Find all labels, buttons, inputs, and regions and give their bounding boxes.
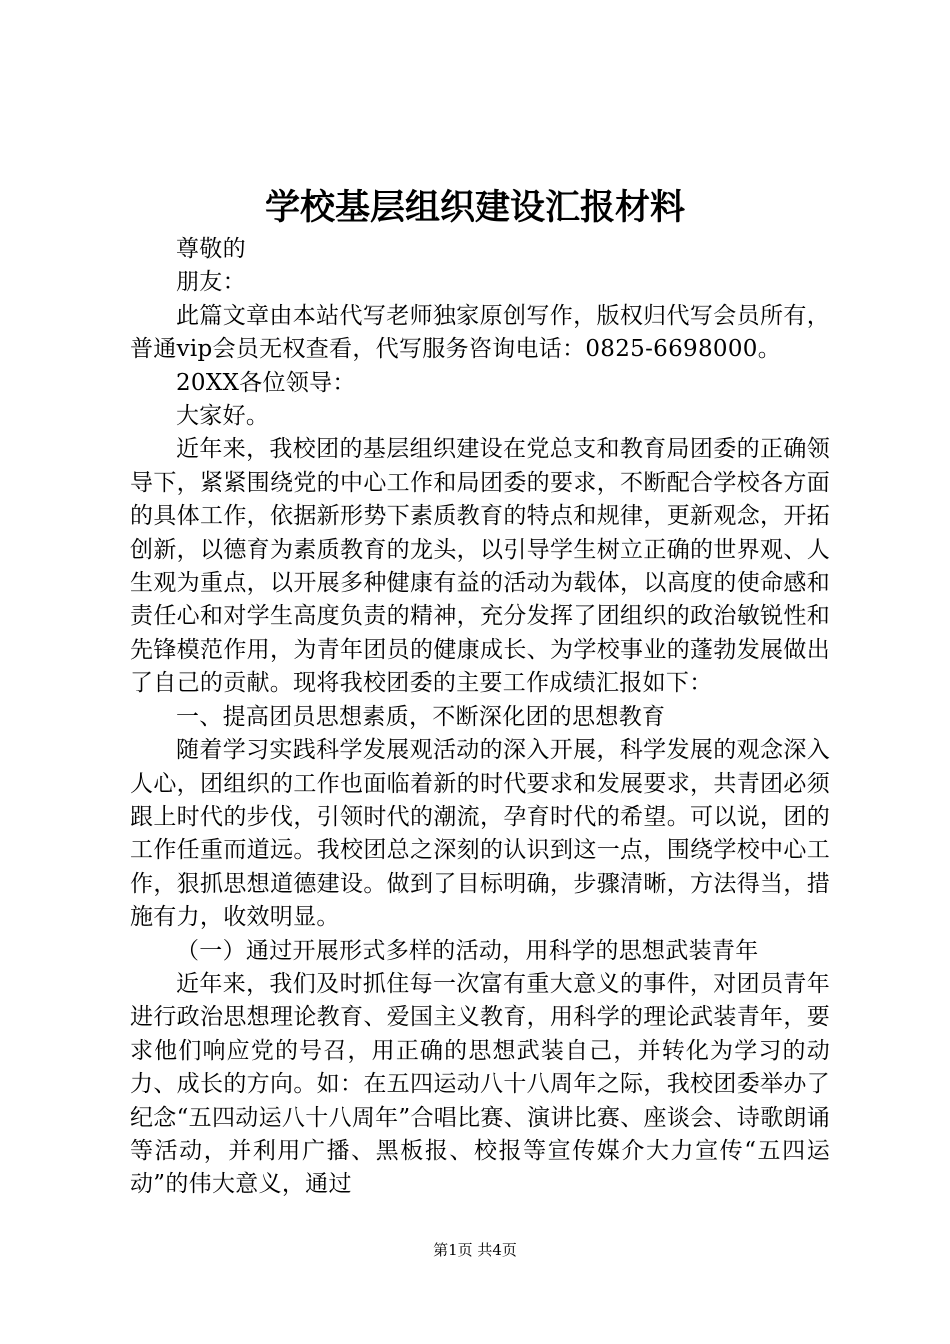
salutation-line-2: 朋友： [176,269,246,296]
copyright-notice: 此篇文章由本站代写老师独家原创写作，版权归代写会员所有，普通vip会员无权查看，代写服务咨询电话：0825-6698000。 [130,302,830,363]
greeting-leaders: 20XX各位领导： [176,369,356,396]
page-footer: 第1页 共4页 [433,1241,517,1259]
document-body [130,233,830,1202]
document-title: 学校基层组织建设汇报材料 [264,187,685,228]
section-heading-1: 一、提高团员思想素质，不断深化团的思想教育 [176,703,666,730]
salutation-line-1: 尊敬的 [176,236,246,262]
intro-paragraph: 近年来，我校团的基层组织建设在党总支和教育局团委的正确领导下，紧紧围绕党的中心工作和局团委的要求，不断配合学校各方面的具体工作，依据新形势下素质教育的特点和规律，更新观念，开拓创新，以德育为素质教育的龙头，以引导学生树立正确的世界观、人生观为重点，以开展多种健康有益的活动为载体，以高度的使命感和责任心和对学生高度负责的精神，充分发挥了团组织的政治敏锐性和先锋模范作用，为青年团员的健康成长、为学校事业的蓬勃发展做出了自己的贡献。现将我校团委的主要工作成绩汇报如下： [130,436,830,697]
subsection-heading-1: （一）通过开展形式多样的活动，用科学的思想武装青年 [176,937,759,964]
section-1-paragraph: 随着学习实践科学发展观活动的深入开展，科学发展的观念深入人心，团组织的工作也面临着新的时代要求和发展要求，共青团必须跟上时代的步伐，引领时代的潮流，孕育时代的希望。可以说，团的工作任重而道远。我校团总之深刻的认识到这一点，围绕学校中心工作，狠抓思想道德建设。做到了目标明确，步骤清晰，方法得当，措施有力，收效明显。 [130,737,830,931]
greeting-all: 大家好。 [176,403,270,430]
subsection-1-paragraph: 近年来，我们及时抓住每一次富有重大意义的事件，对团员青年进行政治思想理论教育、爱国主义教育，用科学的理论武装青年，要求他们响应党的号召，用正确的思想武装自己，并转化为学习的动力、成长的方向。如：在五四运动八十八周年之际，我校团委举办了纪念“五四动运八十八周年”合唱比赛、演讲比赛、座谈会、诗歌朗诵等活动，并利用广播、黑板报、校报等宣传媒介大力宣传“五四运动”的伟大意义，通过 [130,970,830,1198]
